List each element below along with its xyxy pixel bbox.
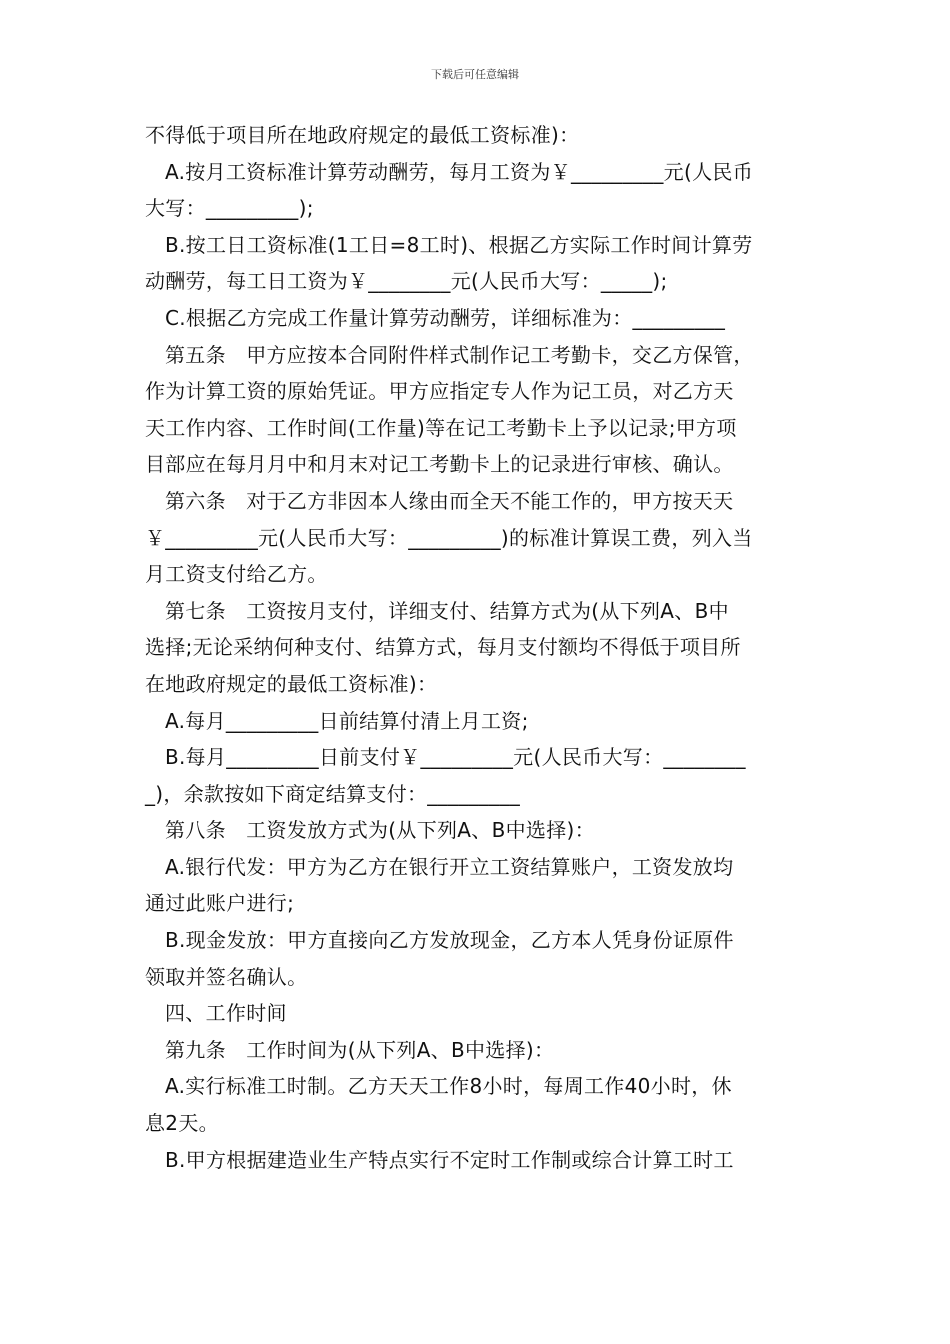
page-header-note: 下载后可任意编辑 <box>431 68 519 81</box>
paragraph-line: 第八条 工资发放方式为(从下列A、B中选择)： <box>165 818 595 843</box>
paragraph-line: 四、工作时间 <box>165 1001 287 1026</box>
paragraph-line: A.实行标准工时制。乙方天天工作8小时，每周工作40小时，休 <box>165 1074 732 1099</box>
paragraph-line: B.每月_________日前支付￥_________元(人民币大写：________ <box>165 745 746 770</box>
paragraph-line: A.每月_________日前结算付清上月工资; <box>165 708 529 733</box>
paragraph-line: 息2天。 <box>145 1111 219 1136</box>
paragraph-line: 选择;无论采纳何种支付、结算方式，每月支付额均不得低于项目所 <box>145 635 741 660</box>
paragraph-line: 天工作内容、工作时间(工作量)等在记工考勤卡上予以记录;甲方项 <box>145 415 737 440</box>
document-body <box>145 117 810 1178</box>
paragraph-line: 第七条 工资按月支付，详细支付、结算方式为(从下列A、B中 <box>165 598 729 623</box>
paragraph-line: 作为计算工资的原始凭证。甲方应指定专人作为记工员，对乙方天 <box>145 379 734 404</box>
paragraph-line: B.甲方根据建造业生产特点实行不定时工作制或综合计算工时工 <box>165 1147 734 1172</box>
paragraph-line: 第六条 对于乙方非因本人缘由而全天不能工作的，甲方按天天 <box>165 488 734 513</box>
paragraph-line: B.现金发放：甲方直接向乙方发放现金，乙方本人凭身份证原件 <box>165 928 734 953</box>
paragraph-line: 第五条 甲方应按本合同附件样式制作记工考勤卡，交乙方保管， <box>165 342 754 367</box>
paragraph-line: 大写：_________); <box>145 196 314 221</box>
paragraph-line: _)，余款按如下商定结算支付：_________ <box>145 781 521 806</box>
paragraph-line: B.按工日工资标准(1工日=8工时)、根据乙方实际工作时间计算劳 <box>165 232 753 257</box>
paragraph-line: 在地政府规定的最低工资标准)： <box>145 671 438 696</box>
paragraph-line: 目部应在每月月中和月末对记工考勤卡上的记录进行审核、确认。 <box>145 452 734 477</box>
paragraph-line: C.根据乙方完成工作量计算劳动酬劳，详细标准为：_________ <box>165 305 726 330</box>
paragraph-line: A.按月工资标准计算劳动酬劳，每月工资为￥_________元(人民币 <box>165 159 753 184</box>
paragraph-line: 第九条 工作时间为(从下列A、B中选择)： <box>165 1037 555 1062</box>
paragraph-line: 不得低于项目所在地政府规定的最低工资标准)： <box>145 123 580 147</box>
paragraph-line: ￥_________元(人民币大写：_________)的标准计算误工费，列入当 <box>145 525 753 550</box>
paragraph-line: 通过此账户进行; <box>145 891 295 916</box>
paragraph-line: 领取并签名确认。 <box>145 964 308 989</box>
paragraph-line: 月工资支付给乙方。 <box>145 562 328 587</box>
paragraph-line: 动酬劳，每工日工资为￥________元(人民币大写：_____); <box>145 269 668 294</box>
paragraph-line: A.银行代发：甲方为乙方在银行开立工资结算账户，工资发放均 <box>165 854 734 879</box>
